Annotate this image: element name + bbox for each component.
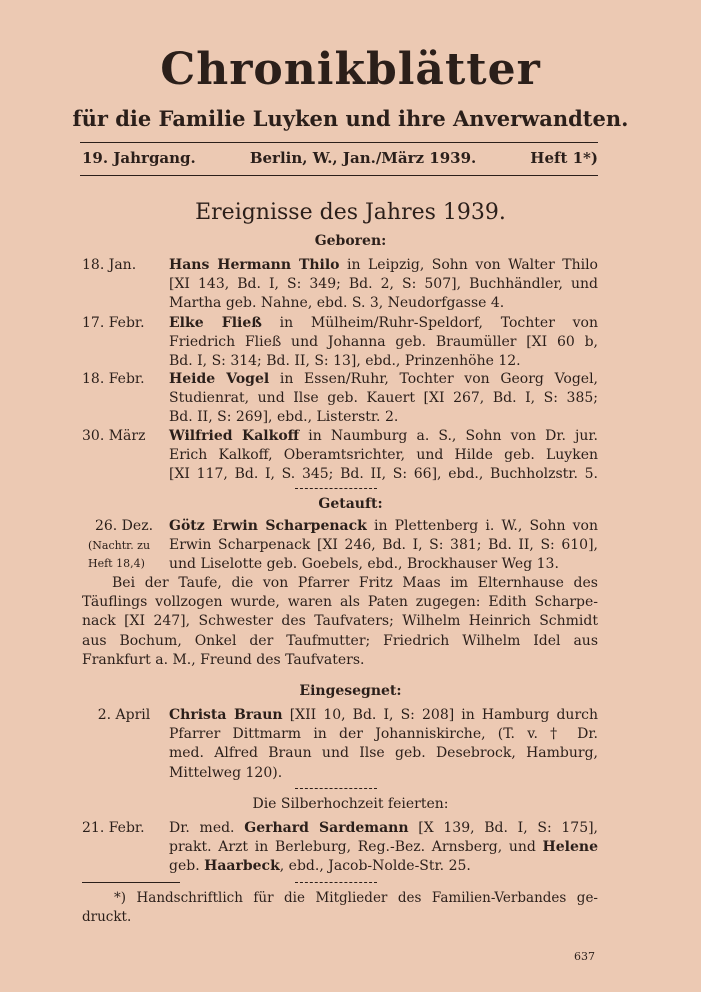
page-number: 637 (574, 950, 595, 963)
person-name: Haarbeck (204, 858, 280, 875)
birth-entry: 30. März Wilfried Kalkoff in Naumburg a. S., Sohn von Dr. jur. Erich Kalkoff, Oberamtsrichter, und Hilde geb. Luyken [XI 117, Bd. I, S. 345; Bd. II, S: 66], ebd., Buchholzstr. 5. (82, 428, 598, 483)
baptized-heading: Getauft: (318, 496, 383, 512)
person-name: Christa Braun (169, 707, 283, 723)
silver-wedding-heading: Die Silberhochzeit feierten: (252, 796, 449, 812)
separator (295, 882, 377, 883)
person-name: Götz Erwin Scharpenack (169, 518, 367, 534)
confirmed-heading: Eingesegnet: (299, 683, 402, 699)
person-name: Gerhard Sardemann (244, 820, 409, 836)
place-date: Berlin, W., Jan./März 1939. (249, 149, 477, 167)
footnote-rule (82, 882, 180, 883)
entry-date: 26. Dez. (94, 518, 154, 534)
section-title: Ereignisse des Jahres 1939. (195, 200, 506, 225)
entry-date: 21. Febr. (82, 820, 145, 836)
person-name: Heide Vogel (169, 371, 270, 387)
separator (295, 488, 377, 489)
volume: 19. Jahrgang. (82, 149, 196, 167)
baptism-paragraph: Bei der Taufe, die von Pfarrer Fritz Maas im Elternhause des Täuflings vollzogen wurde, waren als Paten zugegen: Edith Scharpe- nack [XI 247], Schwester des Taufvaters; Wilhelm Heinrich Schmidt aus Bochum, Onkel der Taufmutter; Friedrich Wilhelm Idel aus Frankfurt a. M., Freund des Taufvaters. (82, 575, 598, 668)
birth-entry: 17. Febr. Elke Fließ in Mülheim/Ruhr-Speldorf, Tochter von Friedrich Fließ und Johanna geb. Braumüller [XI 60 b, Bd. I, S: 314; Bd. II, S: 13], ebd., Prinzenhöhe 12. (82, 315, 598, 370)
entry-date: 30. März (82, 428, 146, 444)
header-rule-top (80, 142, 598, 143)
person-name: Hans Hermann Thilo (169, 257, 340, 273)
entry-date: 17. Febr. (82, 315, 145, 331)
person-name: Wilfried Kalkoff (169, 428, 300, 444)
issue-line (82, 149, 598, 167)
birth-entry: 18. Jan. Hans Hermann Thilo in Leipzig, Sohn von Walter Thilo [XI 143, Bd. I, S: 349; Bd. 2, S: 507], Buchhändler, und Martha geb. Nahne, ebd. S. 3, Neudorfgasse 4. (82, 257, 598, 312)
entry-date: 18. Febr. (82, 371, 145, 387)
entry-date: 18. Jan. (82, 257, 137, 273)
confirmation-entry: 2. April Christa Braun [XII 10, Bd. I, S: 208] in Hamburg durch Pfarrer Dittmarm in der Johanniskirche, (T. v. † Dr. med. Alfred Braun und Ilse geb. Desebrock, Hamburg, Mittelweg 120). (82, 706, 598, 783)
person-name: Helene (542, 839, 598, 856)
birth-entry: 18. Febr. Heide Vogel in Essen/Ruhr, Tochter von Georg Vogel, Studienrat, und Ilse geb. Kauert [XI 267, Bd. I, S: 385; Bd. II, S: 269], ebd., Listerstr. 2. (82, 371, 598, 426)
journal-subtitle: für die Familie Luyken und ihre Anverwandten. (72, 106, 629, 131)
entry-date: 2. April (97, 707, 151, 723)
header-rule-bottom (80, 175, 598, 176)
issue-number: Heft 1*) (530, 149, 598, 167)
born-heading: Geboren: (314, 233, 387, 249)
separator (295, 788, 377, 789)
journal-title: Chronikblätter (160, 44, 541, 95)
date-note: (Nachtr. zu Heft 18,4) (88, 539, 151, 570)
person-name: Elke Fließ (169, 315, 262, 331)
footnote: *) Handschriftlich für die Mitglieder des Familien-Verbandes ge- druckt. (82, 890, 598, 926)
silver-wedding-entry: 21. Febr. Dr. med. Gerhard Sardemann [X 139, Bd. I, S: 175], prakt. Arzt in Berleburg, Reg.-Bez. Arnsberg, und Helene geb. Haarbeck, ebd., Jacob-Nolde-Str. 25. (82, 820, 599, 875)
baptism-entry: 26. Dez. (Nachtr. zu Heft 18,4) Götz Erwin Scharpenack in Plettenberg i. W., Sohn von Erwin Scharpenack [XI 246, Bd. I, S: 381; Bd. II, S: 610], und Liselotte geb. Goebels, ebd., Brockhauser Weg 13. (82, 517, 598, 575)
